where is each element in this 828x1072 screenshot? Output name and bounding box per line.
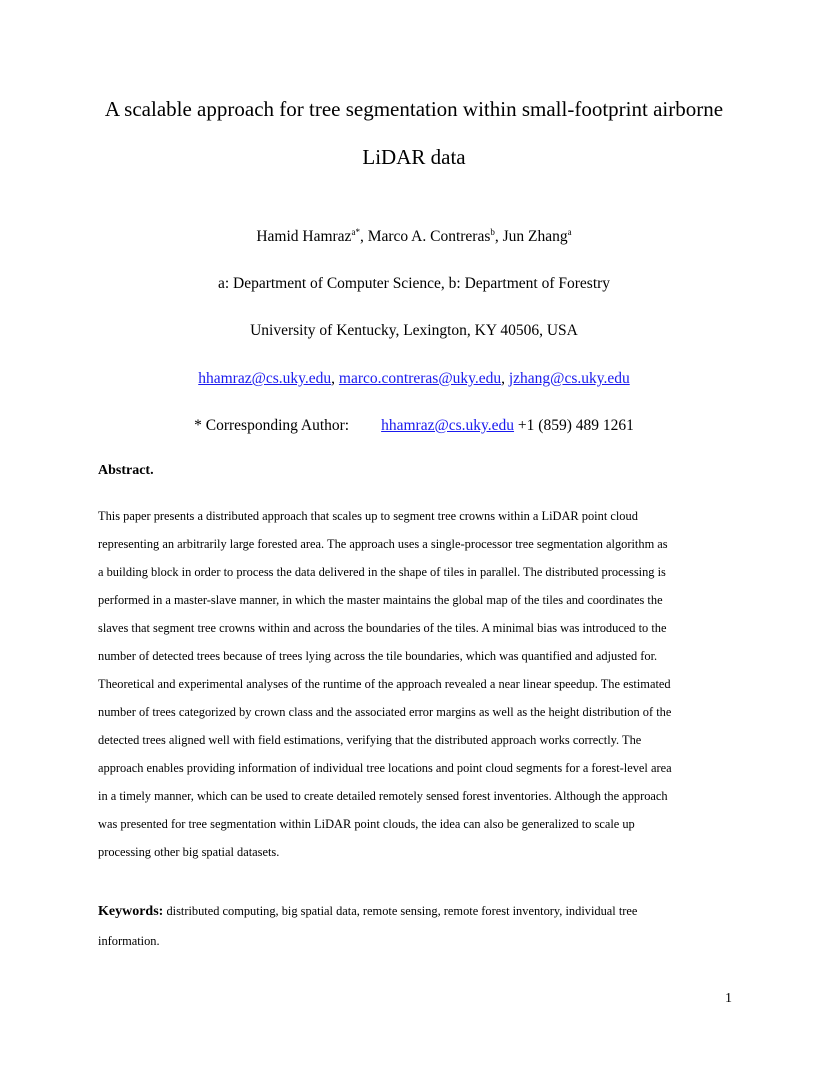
abstract-line: Theoretical and experimental analyses of the runtime of the approach revealed a near linear speedup. The estimated [98,677,671,691]
corresponding-label: * Corresponding Author: [194,417,350,434]
email-link[interactable]: marco.contreras@uky.edu [338,370,502,387]
author-affiliation-mark: b [490,226,495,237]
abstract-line: number of trees categorized by crown class and the associated error margins as well as the height distribution of the [98,705,672,719]
abstract-line: was presented for tree segmentation within LiDAR point clouds, the idea can also be generalized to scale up [98,817,635,831]
email-link[interactable]: jzhang@cs.uky.edu [508,370,630,387]
corresponding-phone: +1 (859) 489 1261 [517,417,634,434]
page-number: 1 [725,991,732,1006]
author-name: Jun Zhang [502,228,568,245]
author-name: Hamid Hamraz [256,228,352,245]
email-link[interactable]: hhamraz@cs.uky.edu [198,370,332,387]
abstract-line: in a timely manner, which can be used to create detailed remotely sensed forest inventories. Although the approach [98,789,668,803]
author-affiliation-mark: a [567,226,572,237]
author-separator: , [359,228,368,245]
abstract-line: slaves that segment tree crowns within and across the boundaries of the tiles. A minimal bias was introduced to the [98,621,667,635]
abstract-line: detected trees aligned well with field estimations, verifying that the distributed approach works correctly. The [98,733,642,747]
author-affiliation-mark: a* [351,226,360,237]
affiliation: a: Department of Computer Science, b: Department of Forestry [217,275,611,292]
abstract-line: processing other big spatial datasets. [98,845,280,859]
abstract-line: number of detected trees because of trees lying across the tile boundaries, which was quantified and adjusted for. [98,649,658,663]
keywords-text: distributed computing, big spatial data, remote sensing, remote forest inventory, individual tree [166,904,638,918]
university-address: University of Kentucky, Lexington, KY 40506, USA [250,322,578,339]
keywords-line-2: information. [98,934,160,948]
author-name: Marco A. Contreras [367,228,491,245]
abstract-heading: Abstract. [98,463,154,478]
keywords-line-1 [98,903,637,920]
paper-title-line-2: LiDAR data [362,145,466,169]
email-separator: , [331,370,339,387]
corresponding-author [40,416,788,436]
author-list [40,227,788,247]
email-list [40,369,788,389]
paper-title-line-1: A scalable approach for tree segmentation within small-footprint airborne [104,97,724,121]
abstract-line: a building block in order to process the data delivered in the shape of tiles in parallel. The distributed processing is [98,565,666,579]
corresponding-email-link[interactable]: hhamraz@cs.uky.edu [381,417,515,434]
abstract-line: representing an arbitrarily large forested area. The approach uses a single-processor tree segmentation algorithm as [98,537,668,551]
abstract-line: This paper presents a distributed approach that scales up to segment tree crowns within a LiDAR point cloud [98,509,638,523]
abstract-line: approach enables providing information of individual tree locations and point cloud segments for a forest-level area [98,761,672,775]
keywords-label: Keywords: [98,904,164,919]
author-separator: , [494,228,503,245]
email-separator: , [501,370,509,387]
abstract-line: performed in a master-slave manner, in which the master maintains the global map of the tiles and coordinates the [98,593,663,607]
